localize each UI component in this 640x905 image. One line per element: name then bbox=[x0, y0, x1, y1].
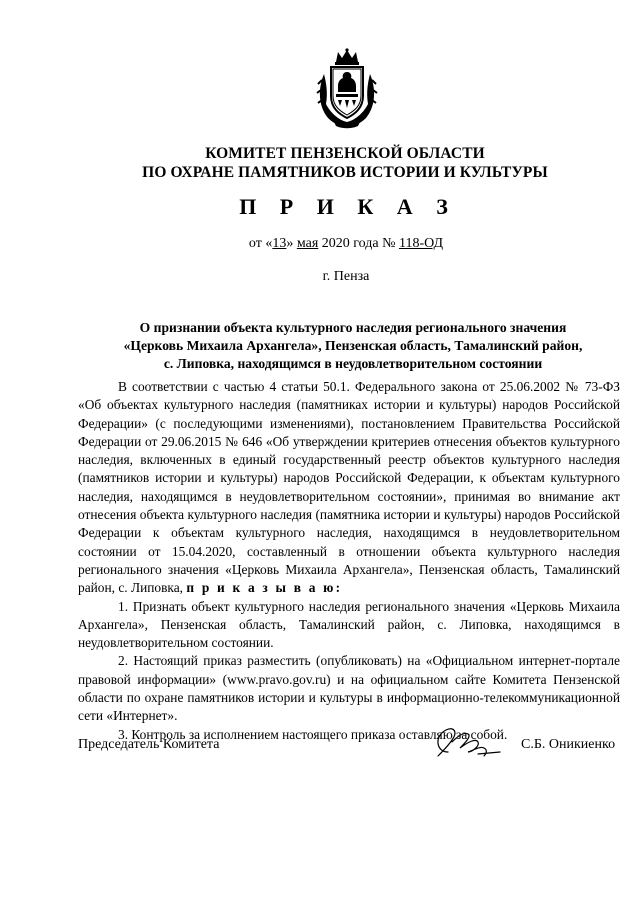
committee-name-line2: ПО ОХРАНЕ ПАМЯТНИКОВ ИСТОРИИ И КУЛЬТУРЫ bbox=[142, 164, 548, 181]
document-type-title: П Р И К А З bbox=[239, 194, 457, 219]
subject-line3: с. Липовка, находящимся в неудовлетворительном состоянии bbox=[163, 356, 543, 371]
signatory-name: С.Б. Оникиенко bbox=[521, 737, 616, 752]
order-body bbox=[78, 378, 620, 744]
order-number: 118-ОД bbox=[398, 236, 444, 251]
date-prefix: от « bbox=[248, 236, 273, 251]
handwritten-signature-icon bbox=[428, 722, 502, 760]
order-day: 13 bbox=[272, 236, 287, 251]
date-mid: » bbox=[286, 236, 297, 251]
penza-coat-of-arms-icon bbox=[316, 48, 378, 130]
order-date-line bbox=[0, 236, 640, 252]
signatory-title: Председатель Комитета bbox=[78, 737, 220, 752]
preamble-paragraph bbox=[78, 378, 620, 598]
order-word: п р и к а з ы в а ю: bbox=[186, 580, 343, 596]
order-year: 2020 года № bbox=[318, 236, 399, 251]
order-subject bbox=[108, 319, 598, 373]
order-item-1: 1. Признать объект культурного наследия регионального значения «Церковь Михаила Архангела», Пензенская область, Тамалинский район, с. Липовка, находящимся в неудовлетворительном состоянии. bbox=[78, 598, 620, 651]
city: г. Пенза bbox=[322, 269, 370, 284]
order-item-2: 2. Настоящий приказ разместить (опубликовать) на «Официальном интернет-портале правовой информации» (www.pravo.gov.ru) и на официальном сайте Комитета Пензенской области по охране памятников истории и культуры в информационно-телекоммуникационной сети «Интернет». bbox=[78, 653, 620, 724]
preamble-text: В соответствии с частью 4 статьи 50.1. Федерального закона от 25.06.2002 № 73-ФЗ «Об объектах культурного наследия (памятниках истории и культуры) народов Российской Федерации» (с последующими изменениями), постановлением Правительства Российской Федерации от 29.06.2015 № 646 «Об утверждении критериев отнесения объектов культурного наследия, включенных в единый государственный реестр объектов культурного наследия (памятников истории и культуры) народов Российской Федерации, к объектам культурного наследия, находящимся в неудовлетворительном состоянии», принимая во внимание акт отнесения объекта культурного наследия (памятника истории и культуры) народов Российской Федерации к объектам культурного наследия, находящимся в неудовлетворительном состоянии от 15.04.2020, составленный в отношении объекта культурного наследия регионального значения «Церковь Михаила Архангела», Пензенская область, Тамалинский район, с. Липовка, bbox=[78, 379, 620, 596]
committee-name-line1: КОМИТЕТ ПЕНЗЕНСКОЙ ОБЛАСТИ bbox=[205, 145, 485, 162]
subject-line1: О признании объекта культурного наследия регионального значения bbox=[139, 320, 567, 335]
order-item-3: 3. Контроль за исполнением настоящего приказа оставляю за собой. bbox=[118, 726, 508, 742]
subject-line2: «Церковь Михаила Архангела», Пензенская область, Тамалинский район, bbox=[123, 338, 583, 353]
order-month: мая bbox=[296, 236, 319, 251]
